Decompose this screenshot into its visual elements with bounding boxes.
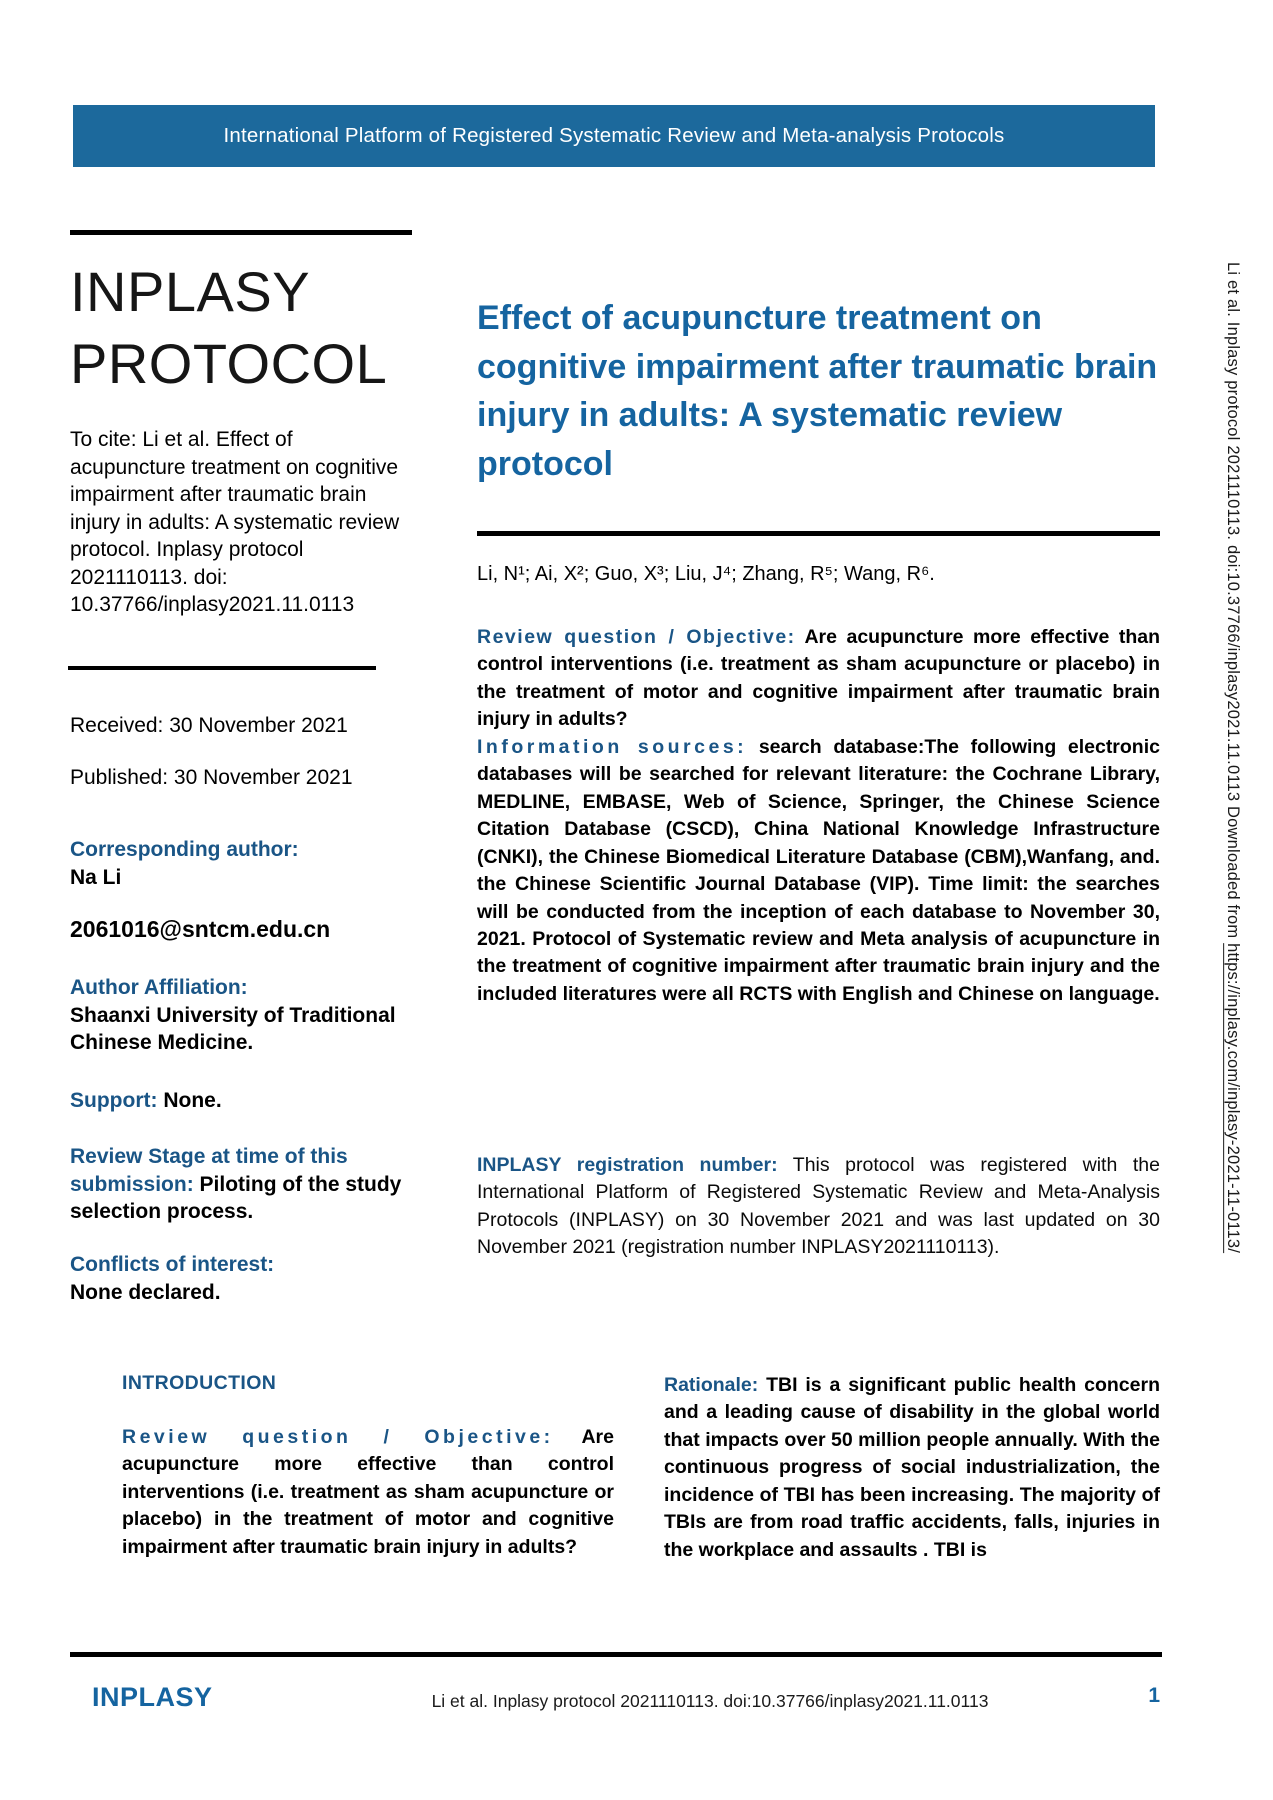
support-label: Support:: [70, 1089, 158, 1112]
to-cite-block: [70, 426, 406, 619]
title-divider-rule: [477, 531, 1160, 536]
corresponding-author-email: 2061016@sntcm.edu.cn: [70, 916, 331, 942]
authors-line: Li, N¹; Ai, X²; Guo, X³; Liu, J⁴; Zhang, R⁵; Wang, R⁶.: [477, 563, 935, 585]
abstract-body: [477, 624, 1160, 1008]
review-question-text: Are acupuncture more effective than control interventions (i.e. treatment as sham acupuncture or placebo) in the treatment of motor and cognitive impairment after traumatic brain injury in adults?: [477, 626, 1160, 731]
rationale-label: Rationale:: [664, 1374, 759, 1396]
conflicts-value: None declared.: [70, 1280, 221, 1304]
received-date: Received: 30 November 2021: [70, 714, 348, 737]
article-title: Effect of acupuncture treatment on cognitive impairment after traumatic brain injury in adults: A systematic review protocol: [477, 299, 1158, 483]
review-question-label: Review question / Objective:: [477, 626, 796, 648]
support-value: None.: [163, 1089, 222, 1112]
introduction-heading: INTRODUCTION: [122, 1372, 277, 1394]
author-affiliation-block: [70, 974, 415, 1057]
platform-banner: International Platform of Registered Systematic Review and Meta-analysis Protocols: [73, 105, 1155, 167]
corresponding-author-name: Na Li: [70, 865, 122, 889]
introduction-rationale: [664, 1372, 1160, 1564]
left-column-mid-rule: [68, 666, 376, 670]
page-number: 1: [1148, 1684, 1160, 1707]
rotated-citation-sidebar: [1214, 262, 1242, 1432]
conflicts-label: Conflicts of interest:: [70, 1253, 275, 1276]
introduction-review-question: [122, 1424, 614, 1561]
review-stage-value: Piloting of the study selection process.: [70, 1172, 402, 1223]
inplasy-protocol-masthead: [70, 256, 412, 400]
information-sources-label: Information sources:: [477, 735, 748, 758]
left-column-top-rule: [70, 230, 412, 235]
intro-review-question-label: Review question / Objective:: [122, 1426, 554, 1448]
masthead-line-protocol: PROTOCOL: [70, 332, 388, 395]
rationale-text: TBI is a significant public health concern and a leading cause of disability in the global world that impacts over 50 million people annually. With the continuous progress of social industrialization, the incidence of TBI has been increasing. The majority of TBIs are from road traffic accidents, falls, injuries in the workplace and assaults . TBI is: [664, 1374, 1160, 1561]
intro-review-question-text: Are acupuncture more effective than control interventions (i.e. treatment as sham acupuncture or placebo) in the treatment of motor and cognitive impairment after traumatic brain injury in adults?: [122, 1426, 614, 1558]
affiliation-value: Shaanxi University of Traditional Chinese Medicine.: [70, 1003, 396, 1054]
support-block: [70, 1087, 410, 1115]
corresponding-author-block: [70, 836, 410, 891]
information-sources-paragraph: [477, 734, 1160, 1009]
conflicts-block: [70, 1251, 410, 1306]
footer-rule: [70, 1652, 1162, 1657]
registration-label: INPLASY registration number:: [477, 1154, 778, 1176]
footer-inplasy-wordmark: INPLASY: [92, 1682, 213, 1712]
download-url-link[interactable]: https://inplasy.com/inplasy-2021-11-0113/: [1224, 943, 1242, 1254]
to-cite-text: To cite: Li et al. Effect of acupuncture treatment on cognitive impairment after traumatic brain injury in adults: A systematic review protocol. Inplasy protocol 2021110113. doi:: [70, 428, 400, 589]
affiliation-label: Author Affiliation:: [70, 976, 248, 999]
registration-text: This protocol was registered with the International Platform of Registered Systematic Review and Meta-Analysis Protocols (INPLASY) on 30 November 2021 and was last updated on 30 November 2021 (registration number INPLASY2021110113).: [477, 1154, 1160, 1259]
corresponding-author-label: Corresponding author:: [70, 838, 299, 861]
published-date: Published: 30 November 2021: [70, 766, 353, 789]
information-sources-text: search database:The following electronic databases will be searched for relevant literature: the Cochrane Library, MEDLINE, EMBASE, Web of Science, Springer, the Chinese Science Citation Database (CSCD), China National Knowledge Infrastructure (CNKI), the Chinese Biomedical Literature Database (CBM),Wanfang, and. the Chinese Scientific Journal Database (VIP). Time limit: the searches will be conducted from the inception of each database to November 30, 2021. Protocol of Systematic review and Meta analysis of acupuncture in the treatment of cognitive impairment after traumatic brain injury and the included literatures were all RCTS with English and Chinese on language.: [477, 735, 1160, 1005]
masthead-line-inplasy: INPLASY: [70, 260, 311, 323]
review-stage-label: Review Stage at time of this submission:: [70, 1145, 348, 1196]
registration-paragraph: [477, 1152, 1160, 1262]
review-question-paragraph: [477, 624, 1160, 734]
footer-citation: Li et al. Inplasy protocol 2021110113. doi:10.37766/inplasy2021.11.0113: [431, 1691, 989, 1711]
sidebar-citation-text: Li et al. Inplasy protocol 2021110113. doi:10.37766/inplasy2021.11.0113 Downloaded from: [1224, 262, 1242, 944]
review-stage-block: [70, 1143, 410, 1226]
to-cite-doi: 10.37766/inplasy2021.11.0113: [70, 593, 355, 616]
